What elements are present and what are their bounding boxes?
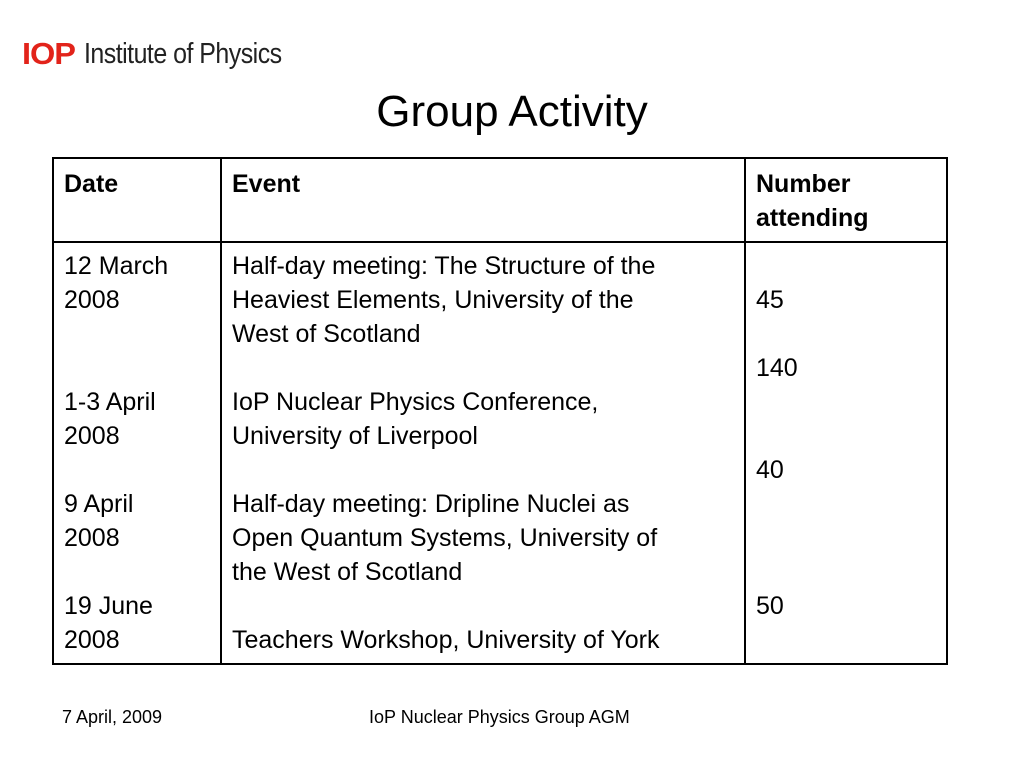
date-line: 9 April bbox=[64, 490, 134, 518]
logo-mark: IOP bbox=[22, 36, 75, 71]
number-value: 50 bbox=[756, 592, 784, 620]
event-line: Half-day meeting: The Structure of the bbox=[232, 252, 656, 280]
header-date bbox=[53, 158, 221, 242]
table-row bbox=[53, 242, 947, 664]
activity-table bbox=[52, 157, 948, 665]
event-cell bbox=[221, 242, 745, 664]
date-line: 2008 bbox=[64, 524, 120, 552]
date-line: 2008 bbox=[64, 422, 120, 450]
number-value: 45 bbox=[756, 286, 784, 314]
date-line: 12 March bbox=[64, 252, 169, 280]
header-event-label: Event bbox=[232, 170, 301, 198]
event-line: Half-day meeting: Dripline Nuclei as bbox=[232, 490, 630, 518]
date-line: 2008 bbox=[64, 286, 120, 314]
date-line: 2008 bbox=[64, 626, 120, 654]
header-number-line-2: attending bbox=[756, 204, 869, 232]
date-line: 1-3 April bbox=[64, 388, 156, 416]
footer-date: 7 April, 2009 bbox=[62, 707, 163, 727]
event-line: University of Liverpool bbox=[232, 422, 478, 450]
header-event bbox=[221, 158, 745, 242]
event-line: Teachers Workshop, University of York bbox=[232, 626, 660, 654]
table-header-row bbox=[53, 158, 947, 242]
number-value: 140 bbox=[756, 354, 798, 382]
header-number-attending bbox=[745, 158, 947, 242]
logo-wordmark: Institute of Physics bbox=[84, 37, 283, 70]
date-line: 19 June bbox=[64, 592, 153, 620]
number-value: 40 bbox=[756, 456, 784, 484]
footer-presentation-name: IoP Nuclear Physics Group AGM bbox=[369, 707, 630, 727]
header-number-line-1: Number bbox=[756, 170, 851, 198]
date-cell bbox=[53, 242, 221, 664]
header-date-label: Date bbox=[64, 170, 119, 198]
event-line: the West of Scotland bbox=[232, 558, 463, 586]
iop-logo bbox=[22, 36, 314, 72]
event-line: Heaviest Elements, University of the bbox=[232, 286, 634, 314]
event-line: Open Quantum Systems, University of bbox=[232, 524, 658, 552]
event-line: IoP Nuclear Physics Conference, bbox=[232, 388, 599, 416]
number-cell bbox=[745, 242, 947, 664]
event-line: West of Scotland bbox=[232, 320, 421, 348]
slide-title: Group Activity bbox=[376, 87, 648, 136]
